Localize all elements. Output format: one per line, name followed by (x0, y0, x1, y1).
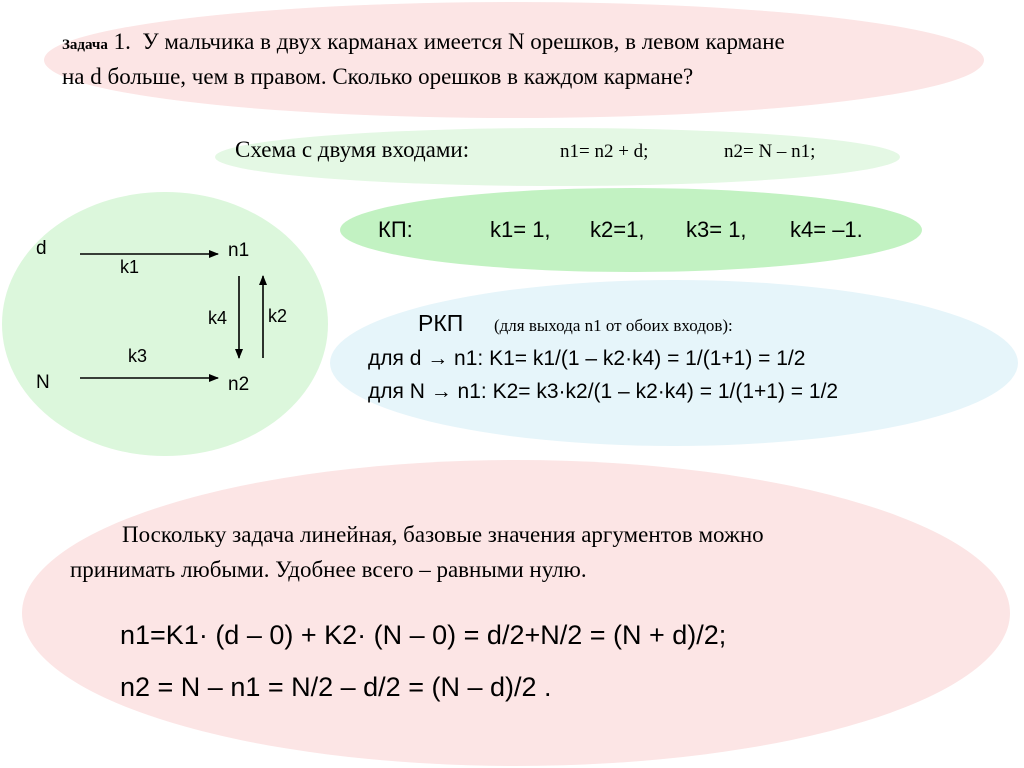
task-text-1: У мальчика в двух карманах имеется N орешков, в левом кармане (142, 29, 785, 54)
conclusion-text-1: Поскольку задача линейная, базовые значения аргументов можно (122, 522, 764, 547)
diagram-d: d (36, 238, 47, 259)
diagram-k1: k1 (120, 257, 140, 277)
diagram-N: N (36, 372, 50, 393)
task-text-2: на d больше, чем в правом. Сколько орешков в каждом кармане? (62, 64, 694, 89)
scheme-eq-2: n2= N – n1; (724, 141, 816, 162)
rkp-line-2: для N → n1: K2= k3·k2/(1 – k2·k4) = 1/(1+1) = 1/2 (368, 380, 839, 403)
conclusion-text-2: принимать любыми. Удобнее всего – равными нулю. (70, 557, 587, 582)
kp-k2: k2=1, (590, 217, 645, 242)
diagram-n2: n2 (228, 374, 250, 395)
kp-k1: k1= 1, (490, 217, 551, 242)
formula-n1: n1=K1· (d – 0) + K2· (N – 0) = d/2+N/2 = (N + d)/2; (120, 620, 727, 650)
diagram-k3: k3 (128, 346, 148, 366)
diagram-k2: k2 (268, 306, 288, 326)
rkp-title: РКП (418, 310, 464, 336)
task-label: Задача (62, 37, 108, 53)
rkp-note: (для выхода n1 от обоих входов): (494, 316, 733, 335)
kp-k3: k3= 1, (686, 217, 747, 242)
diagram-k4: k4 (208, 308, 228, 328)
formula-n2: n2 = N – n1 = N/2 – d/2 = (N – d)/2 . (120, 672, 552, 702)
kp-label: КП: (378, 217, 413, 242)
scheme-label: Схема с двумя входами: (235, 137, 470, 162)
rkp-line-1: для d → n1: K1= k1/(1 – k2·k4) = 1/(1+1) = 1/2 (368, 347, 806, 370)
scheme-eq-1: n1= n2 + d; (560, 141, 649, 162)
task-number: 1. (113, 29, 131, 54)
diagram-n1: n1 (228, 240, 250, 261)
kp-k4: k4= –1. (790, 217, 863, 242)
